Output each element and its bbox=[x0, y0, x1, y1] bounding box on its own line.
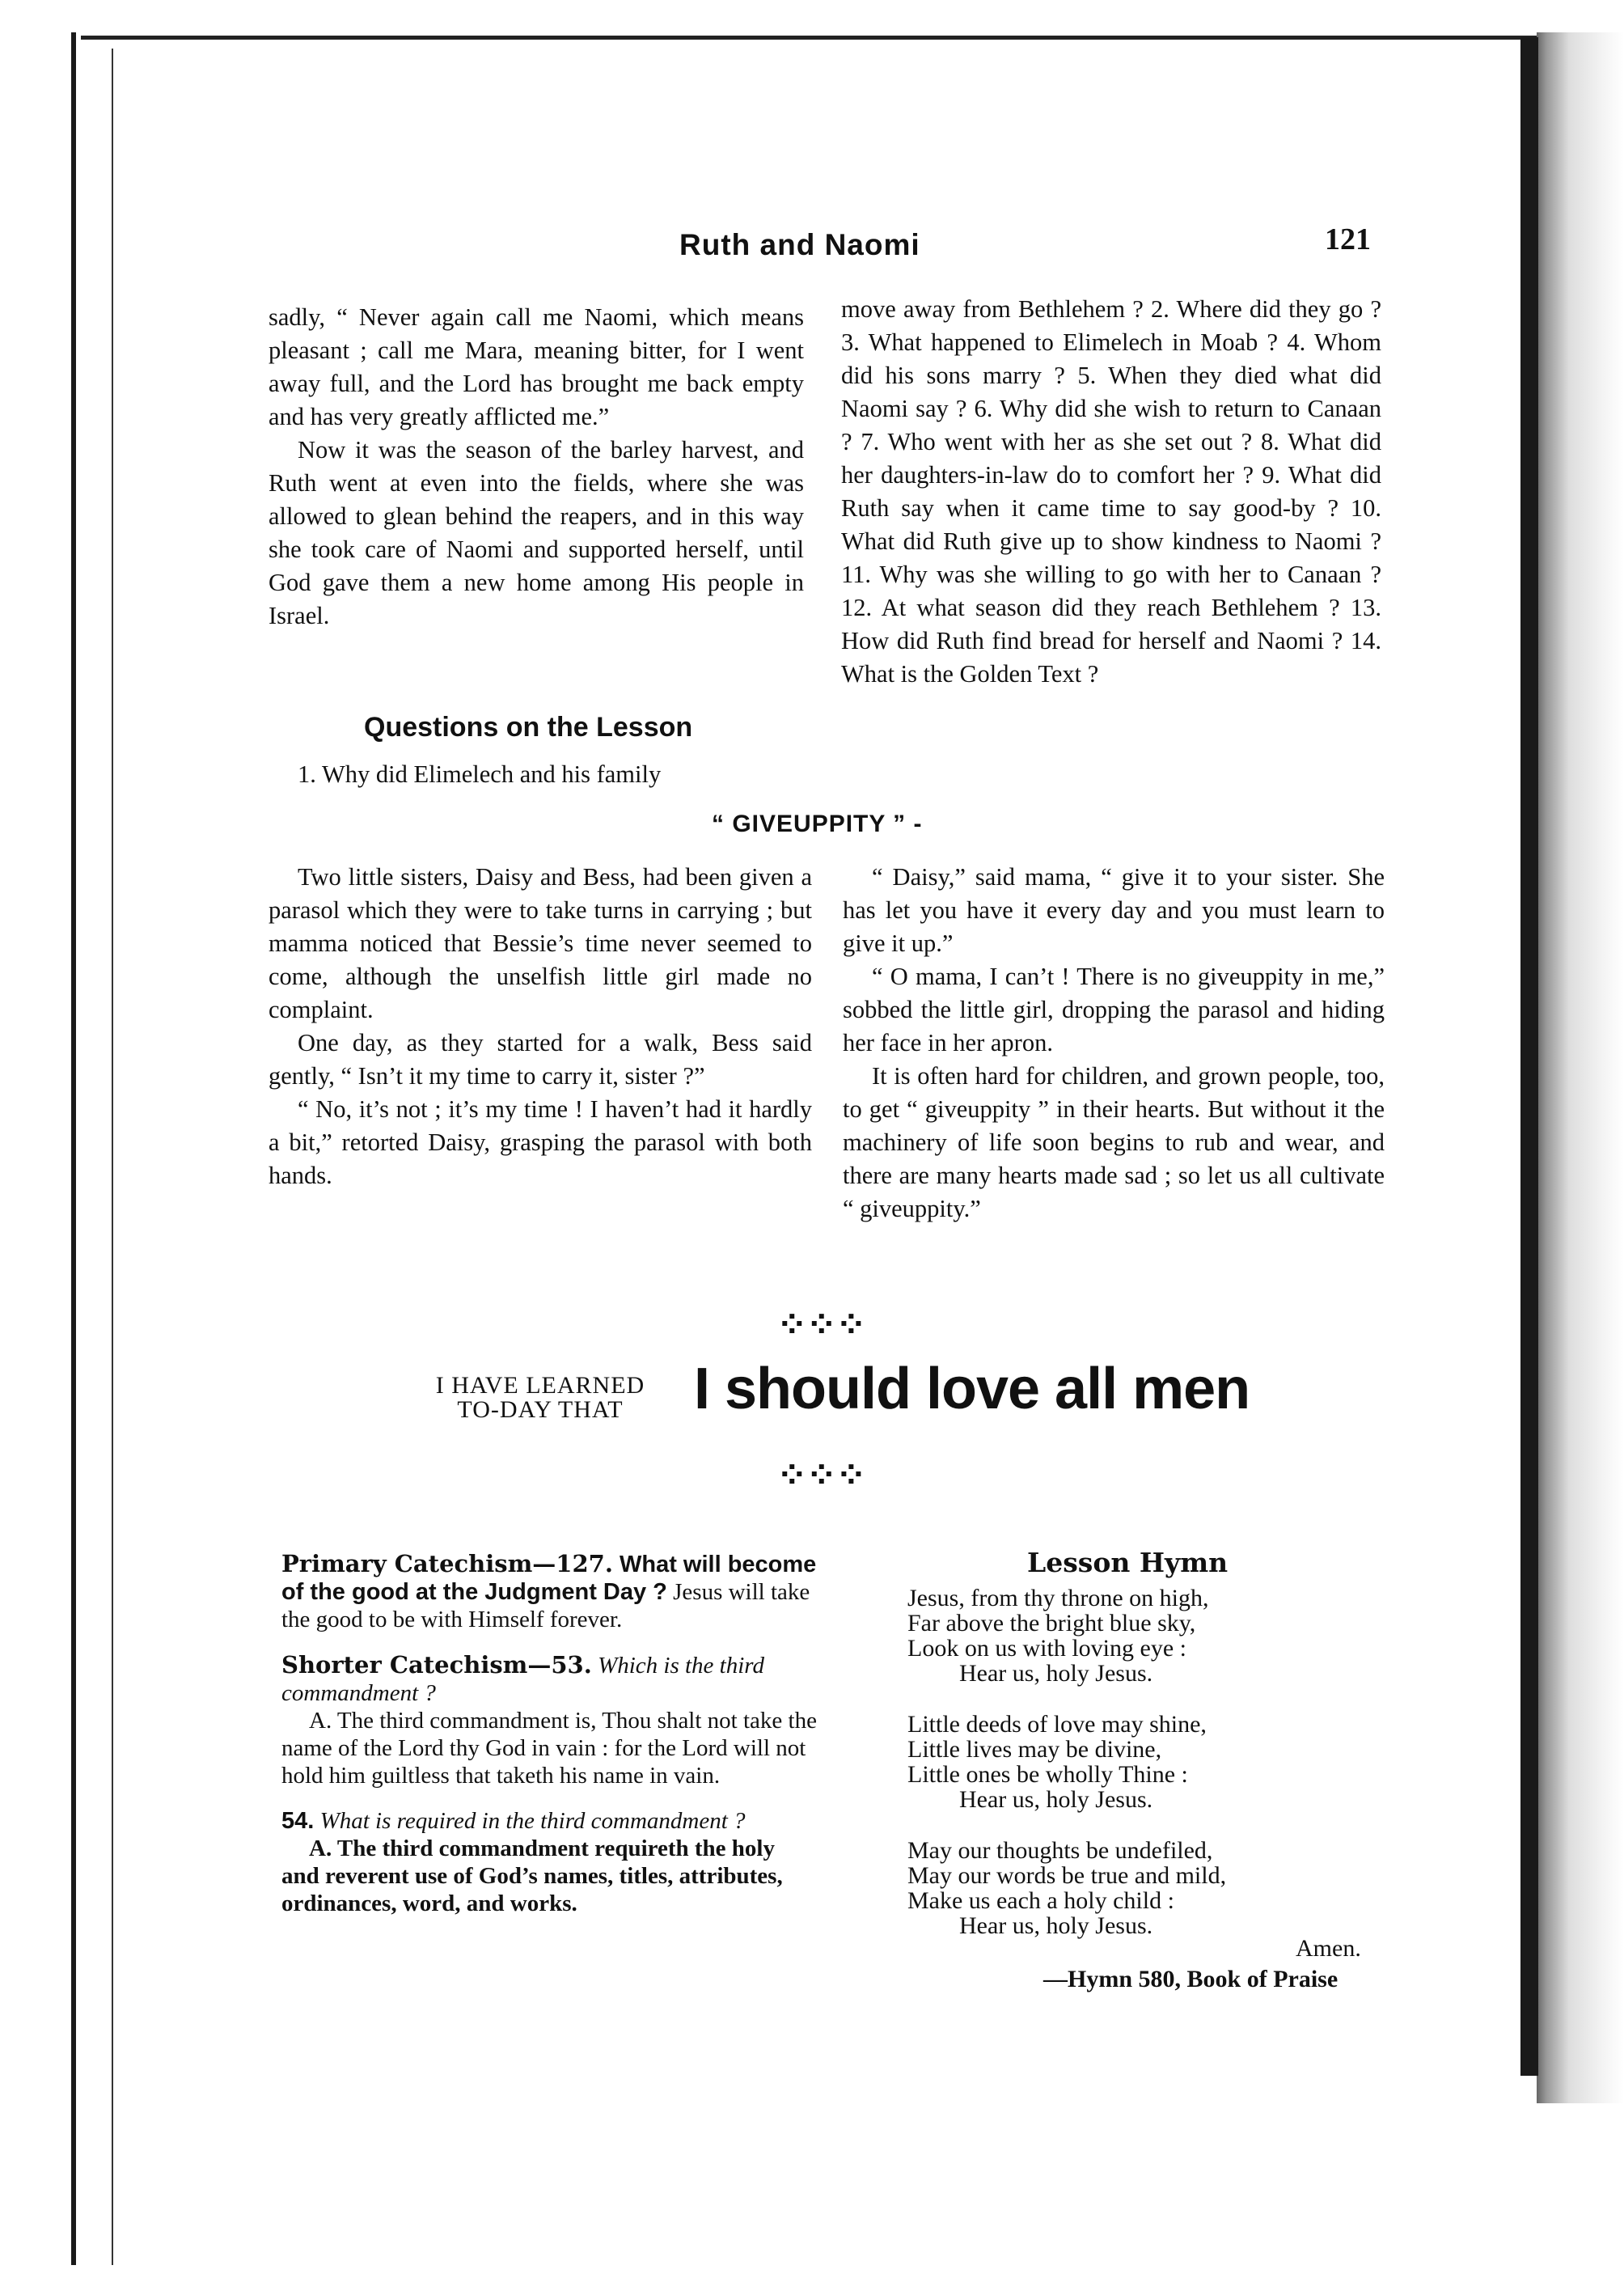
giveuppity-paragraph: Two little sisters, Daisy and Bess, had been given a parasol which they were to take turns in carrying ; but mamma noticed that Bessie’s time never seemed to come, although the unselfish little girl made no complaint. bbox=[269, 863, 812, 1023]
hymn-line: Far above the bright blue sky, bbox=[907, 1610, 1196, 1637]
hymn-text bbox=[907, 1586, 1393, 1938]
scan-border-left bbox=[71, 32, 76, 2265]
story-paragraph: Now it was the season of the barley harvest, and Ruth went at even into the fields, where she was allowed to glean behind the reapers, and in this way she took care of Naomi and supported herself, until God gave them a new home among His people in Israel. bbox=[269, 436, 804, 629]
hymn-amen: Amen. bbox=[1296, 1935, 1361, 1962]
hymn-refrain: Hear us, holy Jesus. bbox=[959, 1660, 1153, 1687]
hymn-line: Jesus, from thy throne on high, bbox=[907, 1585, 1209, 1611]
hymn-source: —Hymn 580, Book of Praise bbox=[1043, 1966, 1339, 1992]
hymn-line: May our words be true and mild, bbox=[907, 1862, 1227, 1889]
primary-catechism bbox=[281, 1550, 817, 1633]
running-head: Ruth and Naomi bbox=[679, 228, 920, 261]
questions-heading: Questions on the Lesson bbox=[364, 712, 693, 743]
catechism-section bbox=[281, 1550, 817, 1917]
scan-border-inner bbox=[112, 49, 113, 2265]
page-edge-shadow bbox=[1537, 32, 1624, 2103]
giveuppity-column-left bbox=[269, 861, 812, 1192]
answer-54: A. The third commandment requireth the holy and reverent use of God’s names, titles, attributes, ordinances, word, and works. bbox=[281, 1836, 783, 1916]
motto-lead-line1: I HAVE LEARNED bbox=[435, 1372, 645, 1399]
questions-text: move away from Bethlehem ? 2. Where did they go ? 3. What happened to Elimelech in Moab ? 4. Whom did his sons marry ? 5. When they died what did Naomi say ? 6. Why did she wish to return to Canaan ? 7. Who went with her as she set out ? 8. What did her daughters-in-law do to comfort her ? 9. What did Ruth say when it came time to say good-by ? 10. What did Ruth give up to show kindness to Naomi ? 11. Why was she willing to go with her to Canaan ? 12. At what season did they reach Bethlehem ? 13. How did Ruth find bread for herself and Naomi ? 14. What is the Golden Text ? bbox=[841, 295, 1381, 688]
giveuppity-paragraph: One day, as they started for a walk, Bess said gently, “ Isn’t it my time to carry it, sister ?” bbox=[269, 1029, 812, 1090]
giveuppity-title: “ GIVEUPPITY ” - bbox=[712, 811, 923, 837]
hymn-line: Little lives may be divine, bbox=[907, 1736, 1162, 1763]
giveuppity-column-right bbox=[843, 861, 1385, 1226]
page-edge-right bbox=[1520, 37, 1538, 2076]
giveuppity-paragraph: It is often hard for children, and grown people, too, to get “ giveuppity ” in their hearts. But without it the machinery of life soon begins to rub and wear, and there are many hearts made sad ; so let us all cultivate “ giveuppity.” bbox=[843, 1062, 1385, 1222]
question-54-text: What is required in the third commandment ? bbox=[314, 1808, 746, 1834]
ornament-bottom: ⁘⁘⁘ bbox=[776, 1454, 865, 1496]
hymn-line: Look on us with loving eye : bbox=[907, 1635, 1186, 1662]
hymn-refrain: Hear us, holy Jesus. bbox=[959, 1786, 1153, 1813]
story-paragraph: sadly, “ Never again call me Naomi, which means pleasant ; call me Mara, meaning bitter, for I went away full, and the Lord has brought me back empty and has very greatly afflicted me.” bbox=[269, 303, 804, 430]
motto-lead bbox=[419, 1374, 662, 1422]
scan-border-top bbox=[81, 36, 1553, 40]
primary-catechism-answer: Jesus will take the good to be with Himself forever. bbox=[281, 1579, 810, 1632]
hymn-line: Little ones be wholly Thine : bbox=[907, 1761, 1188, 1788]
motto-text: I should love all men bbox=[694, 1357, 1250, 1421]
hymn-title: Lesson Hymn bbox=[1027, 1547, 1229, 1578]
answer-53: A. The third commandment is, Thou shalt not take the name of the Lord thy God in vain : for the Lord will not hold him guiltless that taketh his name in vain. bbox=[281, 1708, 817, 1789]
giveuppity-paragraph: “ O mama, I can’t ! There is no giveuppity in me,” sobbed the little girl, dropping the parasol and hiding her face in her apron. bbox=[843, 963, 1385, 1056]
hymn-refrain: Hear us, holy Jesus. bbox=[959, 1912, 1153, 1939]
shorter-catechism-label: Shorter Catechism—53. bbox=[281, 1651, 592, 1679]
question-54-number: 54. bbox=[281, 1808, 315, 1834]
giveuppity-paragraph: “ No, it’s not ; it’s my time ! I haven’t had it hardly a bit,” retorted Daisy, grasping the parasol with both hands. bbox=[269, 1095, 812, 1189]
questions-column-right bbox=[841, 293, 1381, 691]
question-1: 1. Why did Elimelech and his family bbox=[298, 760, 662, 788]
question-54 bbox=[281, 1807, 817, 1835]
primary-catechism-question: What will become of the good at the Judgment Day ? bbox=[281, 1552, 817, 1605]
page-number: 121 bbox=[1325, 222, 1371, 256]
hymn-line: May our thoughts be undefiled, bbox=[907, 1837, 1213, 1864]
primary-catechism-label: Primary Catechism—127. bbox=[281, 1550, 613, 1577]
motto-lead-line2: TO-DAY THAT bbox=[457, 1396, 624, 1423]
story-column-left bbox=[269, 301, 804, 633]
giveuppity-paragraph: “ Daisy,” said mama, “ give it to your sister. She has let you have it every day and you must learn to give it up.” bbox=[843, 863, 1385, 957]
hymn-line: Little deeds of love may shine, bbox=[907, 1711, 1207, 1738]
hymn-line: Make us each a holy child : bbox=[907, 1887, 1174, 1914]
shorter-catechism bbox=[281, 1651, 817, 1707]
ornament-top: ⁘⁘⁘ bbox=[776, 1304, 865, 1345]
shorter-catechism-question: Which is the third commandment ? bbox=[281, 1653, 764, 1706]
